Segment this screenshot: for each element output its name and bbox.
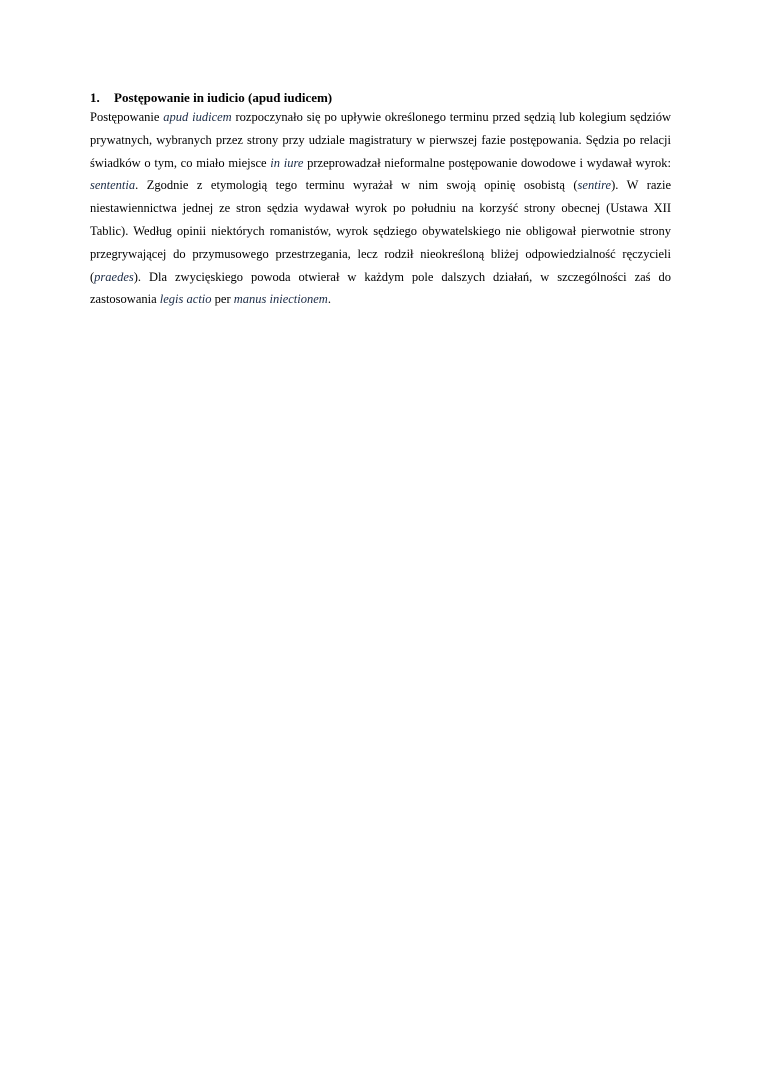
paragraph-text: per bbox=[211, 292, 234, 307]
paragraph-text: ). W razie niestawiennictwa jednej ze stron sędzia wydawał wyrok po południu na korzyść strony obecnej (Ustawa XII Tablic). Według opinii niektórych romanistów, wyrok sędziego obywatelskiego nie obligował pierwotnie strony przegrywającej do przymusowego przestrzegania, lecz rodził nieokreśloną bliżej odpowiedzialność ręczycieli ( bbox=[90, 178, 671, 284]
italic-term: sentire bbox=[577, 178, 612, 193]
paragraph-text: Postępowanie bbox=[90, 110, 164, 124]
document-content bbox=[90, 89, 671, 311]
paragraph-text: ). Dla zwycięskiego powoda otwierał w każdym pole dalszych działań, w szczególności zaś do zastosowania bbox=[90, 269, 671, 307]
italic-term: legis actio bbox=[159, 292, 212, 307]
italic-term: praedes bbox=[94, 269, 134, 284]
italic-term: apud iudicem bbox=[163, 110, 232, 124]
italic-term: in iure bbox=[270, 155, 304, 170]
body-paragraph bbox=[90, 106, 671, 311]
paragraph-text: . Zgodnie z etymologią tego terminu wyrażał w nim swoją opinię osobistą ( bbox=[135, 178, 578, 193]
paragraph-text: . bbox=[327, 292, 331, 307]
section-title: Postępowanie in iudicio (apud iudicem) bbox=[114, 90, 333, 105]
italic-term: manus iniectionem bbox=[233, 292, 328, 307]
section-heading bbox=[90, 89, 671, 106]
paragraph-text: rozpoczynało się po upływie określonego terminu przed sędzią lub kolegium sędziów prywatnych, wybranych przez strony przy udziale magistratury w pierwszej fazie postępowania. Sędzia po relacji świadków o tym, co miało miejsce bbox=[90, 110, 671, 170]
italic-term: sententia bbox=[90, 178, 136, 193]
paragraph-text: przeprowadzał nieformalne postępowanie dowodowe i wydawał wyrok: bbox=[303, 155, 671, 170]
section-number: 1. bbox=[90, 90, 100, 105]
